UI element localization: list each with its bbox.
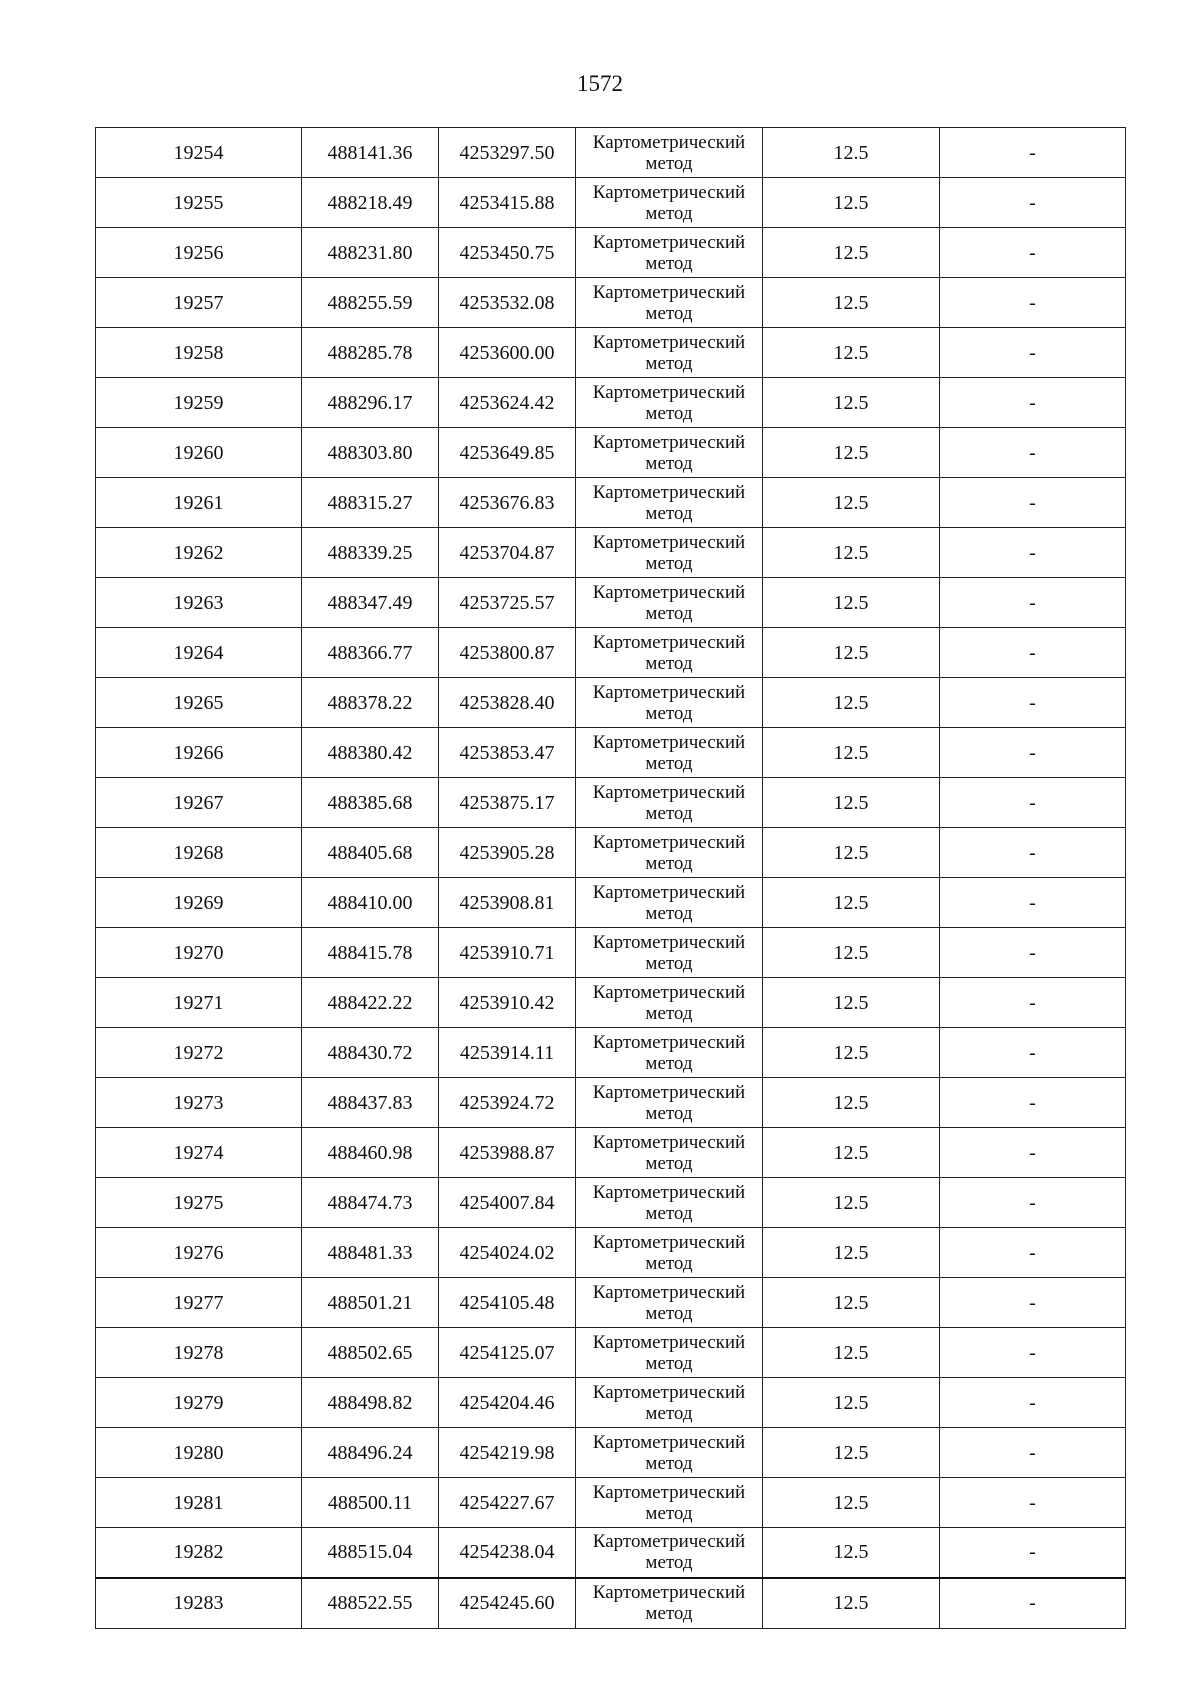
method-label-line: метод (645, 1402, 693, 1424)
y-coordinate-cell: 4253905.28 (439, 828, 576, 878)
method-label-line: Картометрический (592, 581, 746, 603)
method-label-line: метод (645, 302, 693, 324)
point-number-cell: 19255 (96, 178, 302, 228)
method-label-line: Картометрический (592, 1081, 746, 1103)
point-number-cell: 19274 (96, 1128, 302, 1178)
point-number-cell: 19273 (96, 1078, 302, 1128)
y-coordinate-cell: 4254227.67 (439, 1478, 576, 1528)
note-cell: - (940, 1378, 1126, 1428)
y-coordinate-cell: 4254125.07 (439, 1328, 576, 1378)
note-cell: - (940, 778, 1126, 828)
point-number-cell: 19267 (96, 778, 302, 828)
coordinates-table (95, 127, 1126, 1629)
accuracy-cell: 12.5 (763, 178, 940, 228)
method-cell (576, 578, 763, 628)
table-row (96, 278, 1126, 328)
y-coordinate-cell: 4253415.88 (439, 178, 576, 228)
method-label-line: метод (645, 1202, 693, 1224)
point-number-cell: 19281 (96, 1478, 302, 1528)
table-row (96, 1578, 1126, 1629)
accuracy-cell: 12.5 (763, 378, 940, 428)
y-coordinate-cell: 4253875.17 (439, 778, 576, 828)
method-label-line: Картометрический (592, 281, 746, 303)
y-coordinate-cell: 4253649.85 (439, 428, 576, 478)
method-label-line: метод (645, 602, 693, 624)
method-label-line: метод (645, 902, 693, 924)
accuracy-cell: 12.5 (763, 828, 940, 878)
note-cell: - (940, 978, 1126, 1028)
point-number-cell: 19254 (96, 128, 302, 178)
x-coordinate-cell: 488296.17 (302, 378, 439, 428)
x-coordinate-cell: 488522.55 (302, 1578, 439, 1629)
accuracy-cell: 12.5 (763, 678, 940, 728)
y-coordinate-cell: 4253704.87 (439, 528, 576, 578)
accuracy-cell: 12.5 (763, 478, 940, 528)
x-coordinate-cell: 488515.04 (302, 1528, 439, 1578)
table-row (96, 1478, 1126, 1528)
x-coordinate-cell: 488347.49 (302, 578, 439, 628)
table-row (96, 1028, 1126, 1078)
note-cell: - (940, 278, 1126, 328)
method-cell (576, 278, 763, 328)
method-label-line: метод (645, 1052, 693, 1074)
x-coordinate-cell: 488415.78 (302, 928, 439, 978)
table-row (96, 928, 1126, 978)
method-label-line: метод (645, 1603, 693, 1625)
note-cell: - (940, 328, 1126, 378)
table-row (96, 978, 1126, 1028)
note-cell: - (940, 1228, 1126, 1278)
accuracy-cell: 12.5 (763, 628, 940, 678)
method-label-line: Картометрический (592, 1031, 746, 1053)
accuracy-cell: 12.5 (763, 128, 940, 178)
point-number-cell: 19261 (96, 478, 302, 528)
point-number-cell: 19256 (96, 228, 302, 278)
y-coordinate-cell: 4253297.50 (439, 128, 576, 178)
x-coordinate-cell: 488437.83 (302, 1078, 439, 1128)
point-number-cell: 19276 (96, 1228, 302, 1278)
note-cell: - (940, 128, 1126, 178)
x-coordinate-cell: 488385.68 (302, 778, 439, 828)
y-coordinate-cell: 4253725.57 (439, 578, 576, 628)
x-coordinate-cell: 488481.33 (302, 1228, 439, 1278)
accuracy-cell: 12.5 (763, 1078, 940, 1128)
method-label-line: Картометрический (592, 881, 746, 903)
accuracy-cell: 12.5 (763, 728, 940, 778)
accuracy-cell: 12.5 (763, 878, 940, 928)
point-number-cell: 19280 (96, 1428, 302, 1478)
table-row (96, 878, 1126, 928)
note-cell: - (940, 228, 1126, 278)
method-cell (576, 1278, 763, 1328)
method-cell (576, 828, 763, 878)
method-label-line: Картометрический (592, 331, 746, 353)
accuracy-cell: 12.5 (763, 1528, 940, 1578)
table-row (96, 1078, 1126, 1128)
note-cell: - (940, 878, 1126, 928)
y-coordinate-cell: 4254105.48 (439, 1278, 576, 1328)
point-number-cell: 19282 (96, 1528, 302, 1578)
method-label-line: метод (645, 502, 693, 524)
point-number-cell: 19259 (96, 378, 302, 428)
method-label-line: метод (645, 1502, 693, 1524)
method-label-line: Картометрический (592, 1281, 746, 1303)
table-row (96, 678, 1126, 728)
y-coordinate-cell: 4253853.47 (439, 728, 576, 778)
method-cell (576, 1328, 763, 1378)
note-cell: - (940, 1078, 1126, 1128)
method-label-line: Картометрический (592, 681, 746, 703)
accuracy-cell: 12.5 (763, 278, 940, 328)
accuracy-cell: 12.5 (763, 1328, 940, 1378)
method-label-line: метод (645, 402, 693, 424)
point-number-cell: 19275 (96, 1178, 302, 1228)
y-coordinate-cell: 4253624.42 (439, 378, 576, 428)
method-label-line: метод (645, 1002, 693, 1024)
x-coordinate-cell: 488500.11 (302, 1478, 439, 1528)
method-label-line: Картометрический (592, 1231, 746, 1253)
note-cell: - (940, 1028, 1126, 1078)
note-cell: - (940, 1578, 1126, 1629)
method-cell (576, 1228, 763, 1278)
page-number: 1572 (577, 71, 623, 96)
x-coordinate-cell: 488496.24 (302, 1428, 439, 1478)
point-number-cell: 19257 (96, 278, 302, 328)
method-cell (576, 1028, 763, 1078)
accuracy-cell: 12.5 (763, 528, 940, 578)
method-label-line: Картометрический (592, 381, 746, 403)
method-label-line: метод (645, 1252, 693, 1274)
y-coordinate-cell: 4254219.98 (439, 1428, 576, 1478)
table-row (96, 628, 1126, 678)
note-cell: - (940, 928, 1126, 978)
point-number-cell: 19279 (96, 1378, 302, 1428)
accuracy-cell: 12.5 (763, 1228, 940, 1278)
table-row (96, 128, 1126, 178)
x-coordinate-cell: 488315.27 (302, 478, 439, 528)
method-label-line: Картометрический (592, 981, 746, 1003)
method-label-line: метод (645, 952, 693, 974)
x-coordinate-cell: 488231.80 (302, 228, 439, 278)
x-coordinate-cell: 488422.22 (302, 978, 439, 1028)
x-coordinate-cell: 488501.21 (302, 1278, 439, 1328)
accuracy-cell: 12.5 (763, 1478, 940, 1528)
note-cell: - (940, 1478, 1126, 1528)
method-label-line: Картометрический (592, 1582, 746, 1604)
method-cell (576, 328, 763, 378)
note-cell: - (940, 628, 1126, 678)
point-number-cell: 19270 (96, 928, 302, 978)
method-label-line: метод (645, 752, 693, 774)
method-cell (576, 928, 763, 978)
y-coordinate-cell: 4253924.72 (439, 1078, 576, 1128)
x-coordinate-cell: 488141.36 (302, 128, 439, 178)
accuracy-cell: 12.5 (763, 1028, 940, 1078)
table-row (96, 578, 1126, 628)
table-row (96, 1528, 1126, 1578)
x-coordinate-cell: 488405.68 (302, 828, 439, 878)
method-label-line: метод (645, 852, 693, 874)
method-cell (576, 628, 763, 678)
table-row (96, 478, 1126, 528)
method-label-line: Картометрический (592, 631, 746, 653)
method-label-line: метод (645, 552, 693, 574)
method-label-line: Картометрический (592, 431, 746, 453)
accuracy-cell: 12.5 (763, 228, 940, 278)
method-label-line: метод (645, 202, 693, 224)
y-coordinate-cell: 4254024.02 (439, 1228, 576, 1278)
method-label-line: метод (645, 1102, 693, 1124)
table-row (96, 1328, 1126, 1378)
point-number-cell: 19271 (96, 978, 302, 1028)
y-coordinate-cell: 4253910.42 (439, 978, 576, 1028)
method-label-line: Картометрический (592, 531, 746, 553)
point-number-cell: 19262 (96, 528, 302, 578)
y-coordinate-cell: 4253908.81 (439, 878, 576, 928)
x-coordinate-cell: 488366.77 (302, 628, 439, 678)
method-cell (576, 228, 763, 278)
method-cell (576, 728, 763, 778)
method-label-line: Картометрический (592, 181, 746, 203)
accuracy-cell: 12.5 (763, 928, 940, 978)
method-cell (576, 878, 763, 928)
accuracy-cell: 12.5 (763, 1128, 940, 1178)
method-label-line: метод (645, 1452, 693, 1474)
point-number-cell: 19268 (96, 828, 302, 878)
note-cell: - (940, 478, 1126, 528)
method-cell (576, 1078, 763, 1128)
method-label-line: метод (645, 452, 693, 474)
method-cell (576, 678, 763, 728)
method-label-line: Картометрический (592, 1531, 746, 1553)
point-number-cell: 19265 (96, 678, 302, 728)
point-number-cell: 19266 (96, 728, 302, 778)
table-row (96, 1178, 1126, 1228)
table-row (96, 1428, 1126, 1478)
accuracy-cell: 12.5 (763, 978, 940, 1028)
table-row (96, 728, 1126, 778)
accuracy-cell: 12.5 (763, 328, 940, 378)
method-cell (576, 1178, 763, 1228)
method-cell (576, 1128, 763, 1178)
accuracy-cell: 12.5 (763, 428, 940, 478)
point-number-cell: 19272 (96, 1028, 302, 1078)
table-row (96, 178, 1126, 228)
table-body (96, 128, 1126, 1629)
accuracy-cell: 12.5 (763, 1578, 940, 1629)
point-number-cell: 19258 (96, 328, 302, 378)
x-coordinate-cell: 488303.80 (302, 428, 439, 478)
method-cell (576, 428, 763, 478)
note-cell: - (940, 528, 1126, 578)
x-coordinate-cell: 488380.42 (302, 728, 439, 778)
y-coordinate-cell: 4253910.71 (439, 928, 576, 978)
x-coordinate-cell: 488255.59 (302, 278, 439, 328)
point-number-cell: 19278 (96, 1328, 302, 1378)
note-cell: - (940, 728, 1126, 778)
method-label-line: Картометрический (592, 931, 746, 953)
table-row (96, 228, 1126, 278)
note-cell: - (940, 178, 1126, 228)
table-row (96, 778, 1126, 828)
accuracy-cell: 12.5 (763, 778, 940, 828)
method-label-line: Картометрический (592, 1331, 746, 1353)
note-cell: - (940, 1528, 1126, 1578)
note-cell: - (940, 578, 1126, 628)
method-label-line: Картометрический (592, 481, 746, 503)
y-coordinate-cell: 4253532.08 (439, 278, 576, 328)
y-coordinate-cell: 4254238.04 (439, 1528, 576, 1578)
method-cell (576, 1378, 763, 1428)
point-number-cell: 19264 (96, 628, 302, 678)
method-label-line: метод (645, 1152, 693, 1174)
method-label-line: метод (645, 652, 693, 674)
method-label-line: Картометрический (592, 231, 746, 253)
x-coordinate-cell: 488410.00 (302, 878, 439, 928)
accuracy-cell: 12.5 (763, 578, 940, 628)
method-label-line: метод (645, 1352, 693, 1374)
method-label-line: Картометрический (592, 1381, 746, 1403)
note-cell: - (940, 1128, 1126, 1178)
point-number-cell: 19283 (96, 1578, 302, 1629)
accuracy-cell: 12.5 (763, 1428, 940, 1478)
method-label-line: Картометрический (592, 1131, 746, 1153)
table-row (96, 428, 1126, 478)
method-cell (576, 128, 763, 178)
table-row (96, 1228, 1126, 1278)
point-number-cell: 19260 (96, 428, 302, 478)
method-label-line: метод (645, 252, 693, 274)
note-cell: - (940, 378, 1126, 428)
x-coordinate-cell: 488285.78 (302, 328, 439, 378)
method-cell (576, 1528, 763, 1578)
method-cell (576, 528, 763, 578)
y-coordinate-cell: 4254204.46 (439, 1378, 576, 1428)
method-label-line: метод (645, 1302, 693, 1324)
table-row (96, 528, 1126, 578)
y-coordinate-cell: 4253600.00 (439, 328, 576, 378)
method-label-line: метод (645, 152, 693, 174)
method-cell (576, 378, 763, 428)
note-cell: - (940, 1278, 1126, 1328)
accuracy-cell: 12.5 (763, 1278, 940, 1328)
method-label-line: Картометрический (592, 1181, 746, 1203)
x-coordinate-cell: 488474.73 (302, 1178, 439, 1228)
y-coordinate-cell: 4254245.60 (439, 1578, 576, 1629)
y-coordinate-cell: 4253988.87 (439, 1128, 576, 1178)
method-label-line: Картометрический (592, 731, 746, 753)
accuracy-cell: 12.5 (763, 1378, 940, 1428)
method-cell (576, 778, 763, 828)
x-coordinate-cell: 488430.72 (302, 1028, 439, 1078)
table-row (96, 378, 1126, 428)
y-coordinate-cell: 4253450.75 (439, 228, 576, 278)
method-cell (576, 1578, 763, 1629)
x-coordinate-cell: 488378.22 (302, 678, 439, 728)
note-cell: - (940, 428, 1126, 478)
x-coordinate-cell: 488460.98 (302, 1128, 439, 1178)
point-number-cell: 19263 (96, 578, 302, 628)
y-coordinate-cell: 4253676.83 (439, 478, 576, 528)
table-row (96, 828, 1126, 878)
method-label-line: метод (645, 802, 693, 824)
method-cell (576, 1428, 763, 1478)
table-row (96, 1128, 1126, 1178)
table-row (96, 328, 1126, 378)
point-number-cell: 19269 (96, 878, 302, 928)
y-coordinate-cell: 4253828.40 (439, 678, 576, 728)
method-label-line: метод (645, 352, 693, 374)
table-row (96, 1278, 1126, 1328)
y-coordinate-cell: 4253914.11 (439, 1028, 576, 1078)
x-coordinate-cell: 488498.82 (302, 1378, 439, 1428)
note-cell: - (940, 1428, 1126, 1478)
method-cell (576, 1478, 763, 1528)
note-cell: - (940, 678, 1126, 728)
point-number-cell: 19277 (96, 1278, 302, 1328)
method-label-line: Картометрический (592, 781, 746, 803)
method-label-line: Картометрический (592, 831, 746, 853)
method-cell (576, 978, 763, 1028)
method-label-line: Картометрический (592, 131, 746, 153)
x-coordinate-cell: 488218.49 (302, 178, 439, 228)
accuracy-cell: 12.5 (763, 1178, 940, 1228)
method-cell (576, 478, 763, 528)
x-coordinate-cell: 488502.65 (302, 1328, 439, 1378)
y-coordinate-cell: 4254007.84 (439, 1178, 576, 1228)
method-label-line: Картометрический (592, 1481, 746, 1503)
note-cell: - (940, 1328, 1126, 1378)
method-label-line: метод (645, 1552, 693, 1574)
method-cell (576, 178, 763, 228)
x-coordinate-cell: 488339.25 (302, 528, 439, 578)
note-cell: - (940, 1178, 1126, 1228)
table-row (96, 1378, 1126, 1428)
method-label-line: метод (645, 702, 693, 724)
y-coordinate-cell: 4253800.87 (439, 628, 576, 678)
method-label-line: Картометрический (592, 1431, 746, 1453)
note-cell: - (940, 828, 1126, 878)
